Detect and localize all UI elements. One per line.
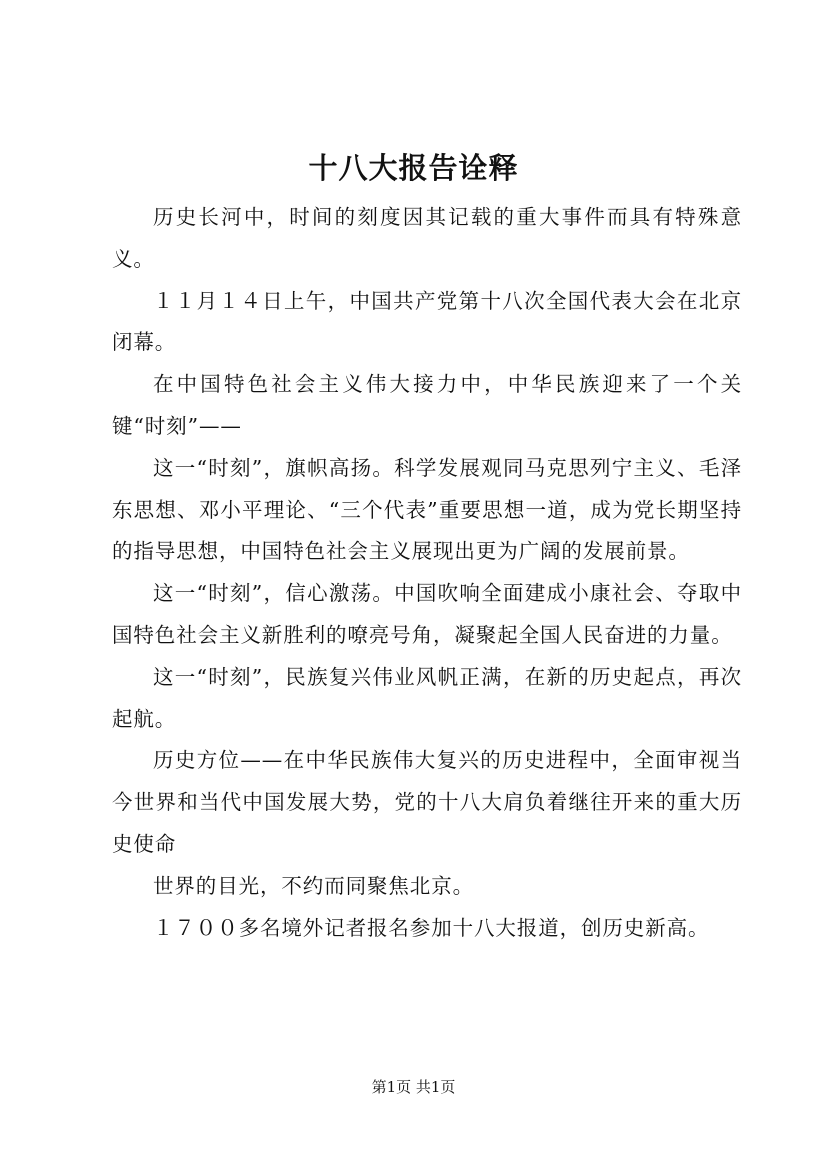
paragraph: 历史长河中，时间的刻度因其记载的重大事件而具有特殊意义。 — [112, 205, 742, 271]
paragraph: 这一“时刻”，民族复兴伟业风帆正满，在新的历史起点，再次起航。 — [112, 664, 742, 731]
page-number-footer: 第1页 共1页 — [371, 1078, 456, 1096]
paragraph: 这一“时刻”，旗帜高扬。科学发展观同马克思列宁主义、毛泽东思想、邓小平理论、“三个代表”重要思想一道，成为党长期坚持的指导思想，中国特色社会主义展现出更为广阔的发展前景。 — [112, 455, 742, 564]
paragraph: 历史方位——在中华民族伟大复兴的历史进程中，全面审视当今世界和当代中国发展大势，党的十八大肩负着继往开来的重大历史使命 — [112, 748, 742, 856]
paragraph: 世界的目光，不约而同聚焦北京。 — [153, 873, 474, 898]
document-body — [112, 197, 742, 949]
paragraph: 这一“时刻”，信心激荡。中国吹响全面建成小康社会、夺取中国特色社会主义新胜利的嘹亮号角，凝聚起全国人民奋进的力量。 — [112, 581, 742, 647]
paragraph: １１月１４日上午，中国共产党第十八次全国代表大会在北京闭幕。 — [112, 288, 742, 355]
paragraph: 在中国特色社会主义伟大接力中，中华民族迎来了一个关键“时刻”—— — [112, 372, 742, 438]
document-title: 十八大报告诠释 — [308, 151, 519, 185]
paragraph: １７００多名境外记者报名参加十八大报道，创历史新高。 — [153, 915, 710, 940]
